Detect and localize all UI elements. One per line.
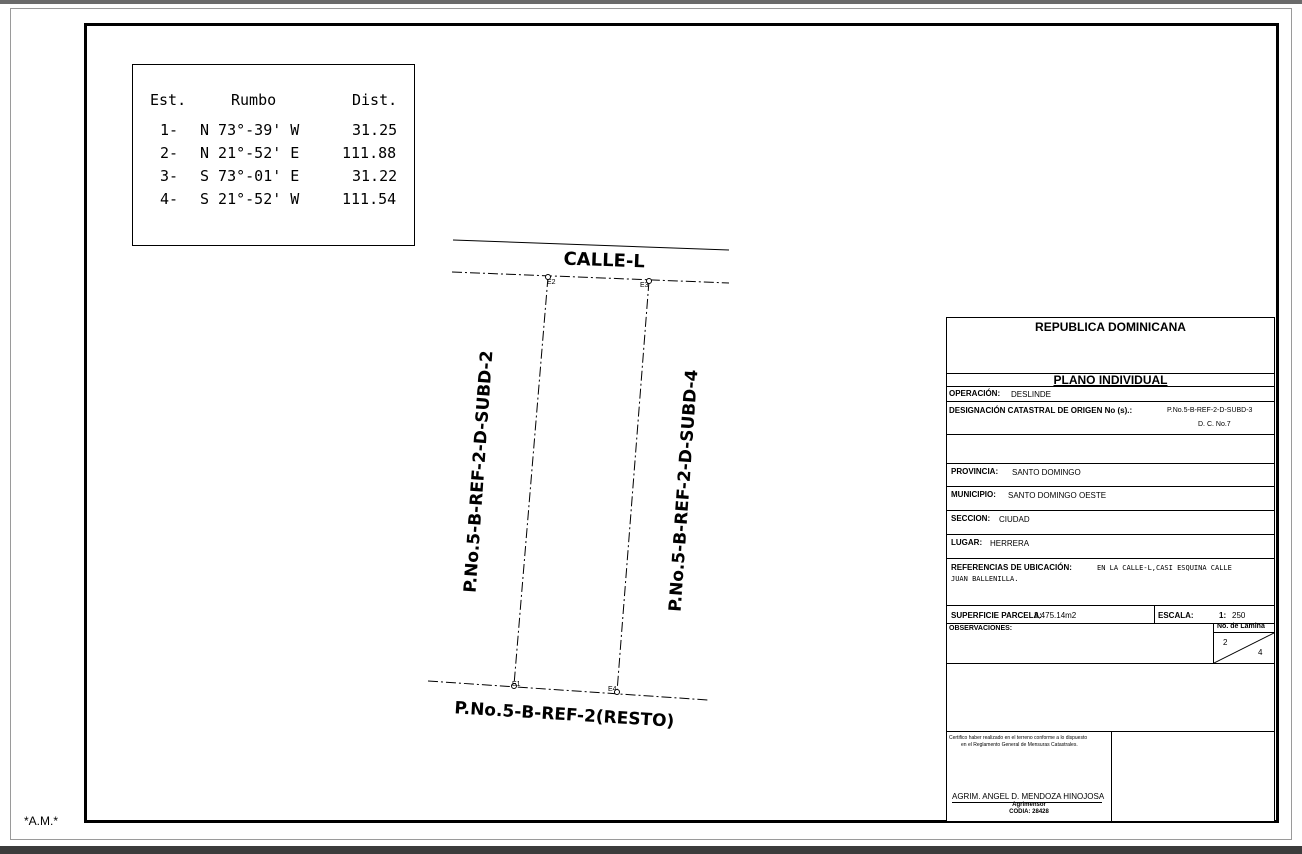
row-est: 3-: [160, 167, 179, 185]
lamina-divider: [1214, 632, 1274, 663]
municipio-row: [947, 487, 1274, 511]
referencias-value-line1: EN LA CALLE-L,CASI ESQUINA CALLE: [1097, 564, 1232, 572]
seccion-label: SECCION:: [951, 514, 991, 523]
superficie-value: 3,475.14m2: [1034, 611, 1077, 620]
surveyor-title: Agrimensor: [1012, 802, 1046, 808]
municipio-label: MUNICIPIO:: [951, 490, 996, 499]
superficie-divider: [1154, 606, 1155, 624]
street-axis-line: [452, 272, 729, 283]
certification-area: [947, 732, 1274, 821]
row-rumbo: S 21°-52' W: [200, 190, 300, 208]
row-rumbo: S 73°-01' E: [200, 167, 300, 185]
provincia-label: PROVINCIA:: [951, 467, 999, 476]
station-e1-label: E1: [512, 681, 521, 688]
seccion-value: CIUDAD: [999, 515, 1030, 524]
lamina-total: 4: [1258, 648, 1263, 657]
footer-mark: *A.M.*: [24, 814, 59, 828]
country-row: [947, 318, 1274, 374]
referencias-label: REFERENCIAS DE UBICACIÓN:: [951, 563, 1072, 572]
title-block: [946, 317, 1275, 822]
row-dist: 31.22: [352, 167, 398, 185]
superficie-row: [947, 606, 1274, 624]
surveyor-name: AGRIM. ANGEL D. MENDOZA HINOJOSA: [952, 792, 1105, 801]
lugar-value: HERRERA: [990, 539, 1030, 548]
row-dist: 31.25: [352, 121, 398, 139]
lamina-label: No. de Lamina: [1217, 623, 1265, 630]
lamina-box: [1213, 624, 1274, 664]
certification-line1: Certifico haber realizado en el terreno conforme a lo dispuesto: [949, 735, 1088, 741]
blank-row: [947, 435, 1274, 464]
escala-prefix: 1:: [1219, 611, 1227, 620]
header-dist: Dist.: [352, 91, 398, 109]
provincia-value: SANTO DOMINGO: [1012, 468, 1081, 477]
surveyor-codia: CODIA: 28428: [1009, 809, 1049, 815]
street-edge-line: [453, 240, 729, 250]
station-e2-label: E2: [547, 279, 556, 286]
viewer-bottom-bar: [0, 846, 1302, 854]
row-dist: 111.54: [342, 190, 397, 208]
blank-row-2: [947, 664, 1274, 732]
designacion-label: DESIGNACIÓN CATASTRAL DE ORIGEN No (s).:: [949, 406, 1133, 415]
row-est: 4-: [160, 190, 179, 208]
lamina-current: 2: [1223, 638, 1228, 647]
superficie-label: SUPERFICIE PARCELA:: [951, 611, 1042, 620]
designacion-dc: D. C. No.7: [1198, 421, 1231, 428]
certification-line2: en el Reglamento General de Mensuras Catastrales.: [961, 742, 1078, 748]
left-boundary-line: [514, 277, 548, 685]
seccion-row: [947, 511, 1274, 535]
row-est: 1-: [160, 121, 179, 139]
plan-type-row: [947, 374, 1274, 387]
row-dist: 111.88: [342, 144, 397, 162]
right-parcel-label: P.No.5-B-REF-2-D-SUBD-4: [665, 368, 703, 613]
designacion-value: P.No.5-B-REF-2-D-SUBD-3: [1167, 407, 1253, 414]
lugar-label: LUGAR:: [951, 538, 983, 547]
bottom-boundary-line: [428, 681, 708, 700]
bottom-parcel-label: P.No.5-B-REF-2(RESTO): [453, 698, 675, 732]
operacion-value: DESLINDE: [1011, 390, 1052, 399]
left-parcel-label: P.No.5-B-REF-2-D-SUBD-2: [460, 349, 498, 594]
header-rumbo: Rumbo: [231, 91, 277, 109]
municipio-value: SANTO DOMINGO OESTE: [1008, 491, 1107, 500]
provincia-row: [947, 464, 1274, 487]
escala-label: ESCALA:: [1158, 611, 1194, 620]
row-rumbo: N 73°-39' W: [200, 121, 300, 139]
lugar-row: [947, 535, 1274, 559]
operacion-row: [947, 387, 1274, 402]
street-label: CALLE-L: [563, 248, 646, 273]
right-boundary-line: [617, 281, 649, 692]
operacion-label: OPERACIÓN:: [949, 389, 1001, 398]
header-est: Est.: [150, 91, 187, 109]
referencias-value-line2: JUAN BALLENILLA.: [951, 575, 1019, 583]
plan-type-title: PLANO INDIVIDUAL: [1053, 373, 1168, 387]
station-e3-label: E3: [640, 282, 649, 289]
observaciones-row: [947, 624, 1274, 664]
station-e4-label: E4: [608, 686, 617, 693]
row-rumbo: N 21°-52' E: [200, 144, 300, 162]
observaciones-label: OBSERVACIONES:: [949, 625, 1013, 632]
designacion-row: [947, 402, 1274, 435]
escala-value: 250: [1232, 611, 1246, 620]
country-title: REPUBLICA DOMINICANA: [1035, 320, 1186, 334]
row-est: 2-: [160, 144, 179, 162]
referencias-row: [947, 559, 1274, 606]
